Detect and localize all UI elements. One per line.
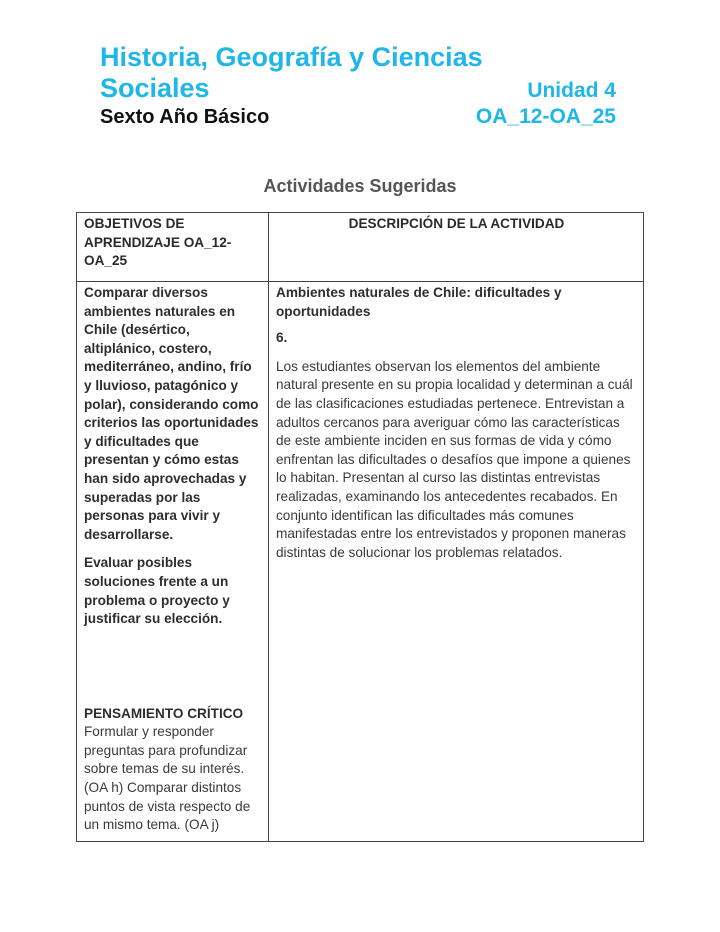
table-row	[77, 282, 644, 842]
subject-unit-row	[100, 73, 616, 104]
grade-label: Sexto Año Básico	[100, 106, 270, 128]
subject-title-line2: Sociales	[100, 73, 210, 103]
subject-title-line1: Historia, Geografía y Ciencias	[100, 42, 483, 72]
activity-number: 6.	[276, 330, 288, 346]
header-objectives: OBJETIVOS DE APRENDIZAJE OA_12-OA_25	[77, 213, 269, 282]
table-header-row	[77, 213, 644, 282]
unit-label: Unidad 4	[527, 79, 616, 102]
objective-text: Comparar diversos ambientes naturales en Chile (desértico, altiplánico, costero, mediterráneo, andino, frío y lluvioso, patagónico y polar), considerando como criterios las oportunidades y dificultades que presentan y cómo estas han sido aprovechadas y superadas por las personas para vivir y desarrollarse.	[84, 285, 259, 542]
header-description: DESCRIPCIÓN DE LA ACTIVIDAD	[269, 213, 644, 282]
activity-title: Ambientes naturales de Chile: dificultades y oportunidades	[276, 285, 562, 319]
oa-range-label: OA_12-OA_25	[475, 105, 616, 128]
activities-table	[76, 212, 644, 842]
document-header	[100, 42, 616, 130]
skill-title: PENSAMIENTO CRÍTICO	[84, 705, 244, 721]
section-title: Actividades Sugeridas	[263, 176, 457, 196]
objectives-cell	[77, 282, 269, 842]
objective-text: Evaluar posibles soluciones frente a un problema o proyecto y justificar su elección.	[84, 555, 230, 627]
activity-cell	[269, 282, 644, 842]
skill-text: Formular y responder preguntas para profundizar sobre temas de su interés. (OA h) Comparar distintos puntos de vista respecto de un mismo tema. (OA j)	[84, 724, 251, 833]
activity-description: Los estudiantes observan los elementos del ambiente natural presente en su propia localidad y determinan a cuál de las clasificaciones estudiadas pertenece. Entrevistan a adultos cercanos para averiguar cómo las características de este ambiente inciden en sus formas de vida y cómo enfrentan las dificultades o desafíos que impone a quienes lo habitan. Presentan al curso las distintas entrevistas realizadas, examinando los antecedentes recabados. En conjunto identifican las dificultades más comunes manifestadas entre los entrevistados y proponen maneras distintas de solucionar los problemas relatados.	[276, 358, 633, 560]
grade-oa-row	[100, 104, 616, 130]
